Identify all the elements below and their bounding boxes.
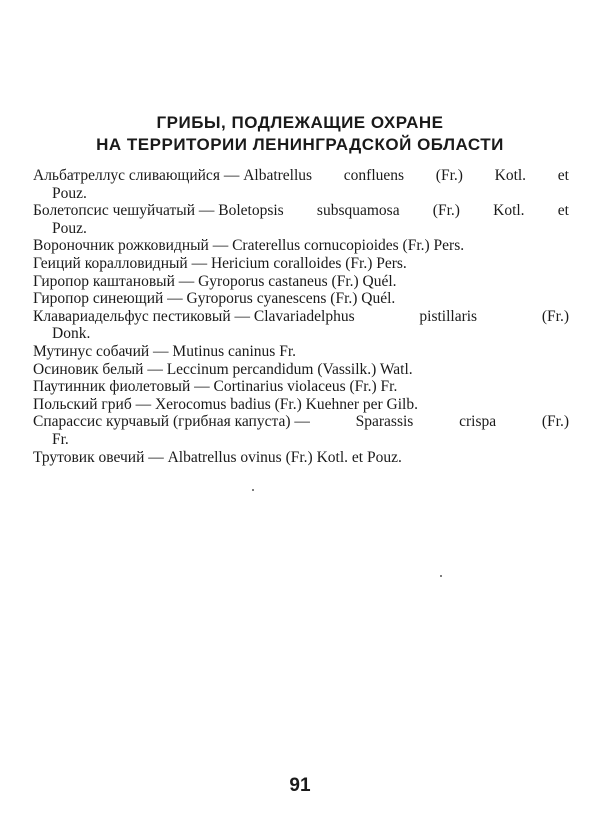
entry-text-segment: crispa <box>459 413 497 431</box>
entry-text-segment: Kotl. <box>493 202 525 220</box>
entry-first-line <box>33 413 569 431</box>
title-line-1: ГРИБЫ, ПОДЛЕЖАЩИЕ ОХРАНЕ <box>156 113 444 132</box>
species-entry <box>33 290 569 308</box>
entry-first-line <box>33 167 569 185</box>
species-entry <box>33 202 569 237</box>
title-line-2: НА ТЕРРИТОРИИ ЛЕНИНГРАДСКОЙ ОБЛАСТИ <box>96 135 504 154</box>
entry-text-segment: subsquamosa <box>316 202 400 220</box>
entry-text: Вороночник рожковидный — Craterellus cornucopioides (Fr.) Pers. <box>33 237 465 255</box>
entry-text: Польский гриб — Xerocomus badius (Fr.) Kuehner per Gilb. <box>33 395 418 413</box>
entry-text-segment: (Fr.) <box>541 413 569 431</box>
species-entry <box>33 167 569 202</box>
entry-text-segment: et <box>557 202 569 220</box>
entry-text-segment: Клавариадельфус пестиковый — Clavariadelphus <box>33 307 355 325</box>
entry-text-segment: confluens <box>343 167 405 184</box>
species-entry <box>33 255 569 273</box>
entry-continuation: Donk. <box>52 325 91 343</box>
entry-text: Гиропор каштановый — Gyroporus castaneus (Fr.) Quél. <box>33 272 397 290</box>
entry-continuation: Fr. <box>52 430 69 448</box>
entry-first-line <box>33 308 569 326</box>
entry-text-segment: Болетопсис чешуйчатый — Boletopsis <box>33 202 284 220</box>
species-entry <box>33 449 569 467</box>
page-title <box>0 112 600 156</box>
species-list <box>33 167 569 466</box>
page-number: 91 <box>289 775 311 796</box>
print-speck <box>440 575 442 577</box>
species-entry <box>33 308 569 343</box>
entry-text: Трутовик овечий — Albatrellus ovinus (Fr.) Kotl. et Pouz. <box>33 448 402 466</box>
entry-text: Паутинник фиолетовый — Cortinarius violaceus (Fr.) Fr. <box>33 378 398 396</box>
entry-continuation: Pouz. <box>52 219 87 237</box>
entry-continuation: Pouz. <box>52 184 87 202</box>
entry-text: Осиновик белый — Leccinum percandidum (Vassilk.) Watl. <box>33 360 413 378</box>
entry-text-segment: (Fr.) <box>541 307 569 325</box>
species-entry <box>33 396 569 414</box>
species-entry <box>33 378 569 396</box>
entry-first-line <box>33 202 569 220</box>
entry-text-segment: (Fr.) <box>432 202 460 220</box>
print-speck <box>252 489 254 491</box>
entry-text-segment: Sparassis <box>355 413 414 431</box>
species-entry <box>33 343 569 361</box>
entry-text-segment: Альбатреллус сливающийся — Albatrellus <box>33 167 313 184</box>
entry-text: Геиций коралловидный — Hericium coralloides (Fr.) Pers. <box>33 254 407 272</box>
species-entry <box>33 361 569 379</box>
entry-text-segment: Спарассис курчавый (грибная капуста) — <box>33 413 310 431</box>
entry-text-segment: pistillaris <box>419 307 478 325</box>
species-entry <box>33 237 569 255</box>
entry-text-segment: et <box>557 167 569 184</box>
species-entry <box>33 273 569 291</box>
species-entry <box>33 413 569 448</box>
entry-text-segment: (Fr.) <box>435 167 463 184</box>
entry-text: Гиропор синеющий — Gyroporus cyanescens (Fr.) Quél. <box>33 290 396 308</box>
entry-text-segment: Kotl. <box>494 167 527 184</box>
entry-text: Мутинус собачий — Mutinus caninus Fr. <box>33 342 297 360</box>
